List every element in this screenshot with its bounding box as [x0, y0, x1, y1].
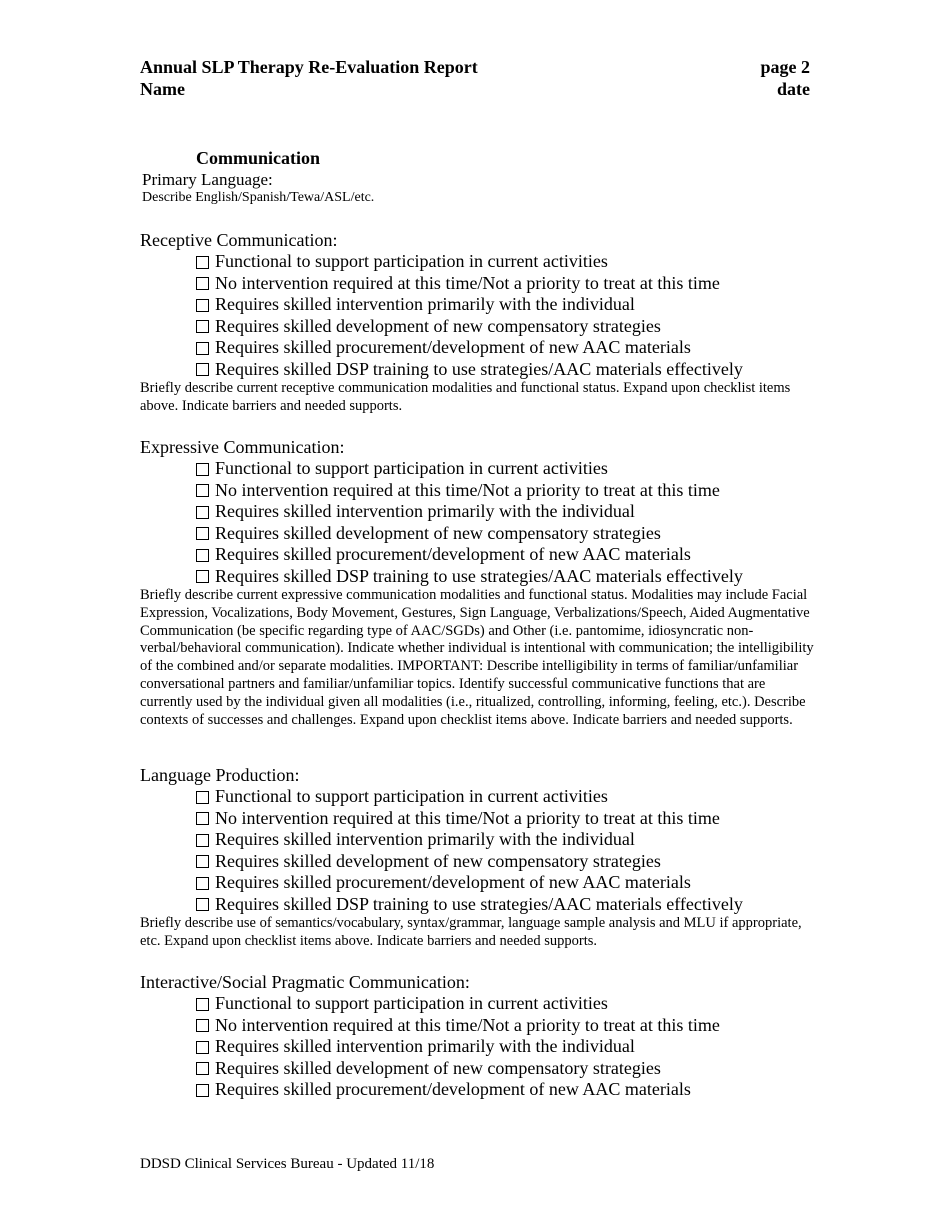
checkbox[interactable]: [196, 277, 209, 290]
checklist-label: Requires skilled procurement/development of new AAC materials: [215, 872, 691, 892]
section-description: Briefly describe use of semantics/vocabulary, syntax/grammar, language sample analysis and MLU if appropriate, etc. Expand upon checklist items above. Indicate barriers and needed supports.: [140, 915, 802, 949]
checkbox[interactable]: [196, 1084, 209, 1097]
communication-heading: Communication: [196, 148, 321, 168]
checklist-label: Requires skilled development of new compensatory strategies: [215, 522, 661, 543]
primary-language-label: Primary Language:: [142, 170, 273, 189]
checklist-item: [196, 523, 820, 545]
checklist-item: [196, 316, 820, 338]
checklist-item: [196, 993, 820, 1015]
checklist-label: No intervention required at this time/Not a priority to treat at this time: [215, 272, 720, 293]
checklist-label: Requires skilled procurement/development of new AAC materials: [215, 337, 691, 357]
checklist: [140, 786, 820, 915]
checkbox[interactable]: [196, 1041, 209, 1054]
section-description: Briefly describe current receptive communication modalities and functional status. Expand upon checklist items above. Indicate barriers and needed supports.: [140, 380, 791, 414]
checkbox[interactable]: [196, 791, 209, 804]
checklist: [140, 993, 820, 1101]
checklist-label: Requires skilled development of new compensatory strategies: [215, 1057, 661, 1078]
checklist-label: Requires skilled development of new compensatory strategies: [215, 850, 661, 871]
checklist-item: [196, 359, 820, 381]
header-left: [140, 56, 478, 100]
checklist-label: Functional to support participation in current activities: [215, 786, 608, 806]
checklist-item: [196, 566, 820, 588]
checklist-label: Requires skilled DSP training to use strategies/AAC materials effectively: [215, 358, 743, 379]
checkbox[interactable]: [196, 812, 209, 825]
checkbox[interactable]: [196, 363, 209, 376]
header-right: [761, 56, 811, 100]
section-title: Language Production:: [140, 765, 300, 785]
checklist-item: [196, 337, 820, 359]
checkbox[interactable]: [196, 570, 209, 583]
checkbox[interactable]: [196, 834, 209, 847]
checkbox[interactable]: [196, 320, 209, 333]
checkbox[interactable]: [196, 898, 209, 911]
checklist-item: [196, 829, 820, 851]
checkbox[interactable]: [196, 506, 209, 519]
checklist-label: No intervention required at this time/Not a priority to treat at this time: [215, 1014, 720, 1035]
checklist-label: No intervention required at this time/Not a priority to treat at this time: [215, 479, 720, 500]
checklist-label: No intervention required at this time/Not a priority to treat at this time: [215, 807, 720, 828]
section-expressive: [140, 437, 820, 729]
checklist-label: Requires skilled DSP training to use strategies/AAC materials effectively: [215, 893, 743, 914]
checklist: [140, 251, 820, 380]
checkbox[interactable]: [196, 463, 209, 476]
checklist-label: Functional to support participation in current activities: [215, 251, 608, 271]
checklist-label: Requires skilled intervention primarily with the individual: [215, 829, 635, 849]
checklist: [140, 458, 820, 587]
checklist-label: Requires skilled development of new compensatory strategies: [215, 315, 661, 336]
checkbox[interactable]: [196, 549, 209, 562]
primary-language-desc: Describe English/Spanish/Tewa/ASL/etc.: [142, 190, 375, 205]
checklist-item: [196, 1015, 820, 1037]
checkbox[interactable]: [196, 342, 209, 355]
checkbox[interactable]: [196, 877, 209, 890]
checklist-item: [196, 480, 820, 502]
checklist-label: Requires skilled intervention primarily with the individual: [215, 501, 635, 521]
checkbox[interactable]: [196, 256, 209, 269]
checklist-item: [196, 294, 820, 316]
page-number: page 2: [760, 57, 810, 77]
checklist-label: Requires skilled DSP training to use strategies/AAC materials effectively: [215, 565, 743, 586]
checkbox[interactable]: [196, 998, 209, 1011]
checklist-label: Functional to support participation in current activities: [215, 993, 608, 1013]
date-label: date: [777, 79, 810, 99]
checklist-item: [196, 458, 820, 480]
checkbox[interactable]: [196, 299, 209, 312]
checklist-label: Requires skilled intervention primarily with the individual: [215, 294, 635, 314]
checklist-item: [196, 808, 820, 830]
checkbox[interactable]: [196, 855, 209, 868]
checklist-label: Requires skilled procurement/development of new AAC materials: [215, 1079, 691, 1099]
checklist-item: [196, 872, 820, 894]
checkbox[interactable]: [196, 1062, 209, 1075]
section-description: Briefly describe current expressive communication modalities and functional status. Modalities may include Facial Expression, Vocalizations, Body Movement, Gestures, Sign Language, Verbalizations/Speech, Aided Augmentative Communication (be specific regarding type of AAC/SGDs) and Other (i.e. pantomime, idiosyncratic non-verbal/behavioral communication). Indicate whether individual is intentional with communication; the intelligibility of the combined and/or separate modalities. IMPORTANT: Describe intelligibility in terms of familiar/unfamiliar conversational partners and familiar/unfamiliar topics. Identify successful communicative functions that are currently used by the individual given all modalities (i.e., ritualized, controlling, informing, feeling, etc.). Describe contexts of successes and challenges. Expand upon checklist items above. Indicate barriers and needed supports.: [140, 587, 814, 728]
checklist-label: Requires skilled intervention primarily with the individual: [215, 1036, 635, 1056]
checklist-item: [196, 273, 820, 295]
checklist-item: [196, 544, 820, 566]
checkbox[interactable]: [196, 527, 209, 540]
section-title: Expressive Communication:: [140, 437, 345, 457]
checklist-item: [196, 1036, 820, 1058]
checkbox[interactable]: [196, 484, 209, 497]
section-language-production: [140, 765, 820, 951]
section-title: Receptive Communication:: [140, 230, 338, 250]
checklist-item: [196, 851, 820, 873]
checklist-item: [196, 786, 820, 808]
checklist-item: [196, 1058, 820, 1080]
checklist-label: Functional to support participation in current activities: [215, 458, 608, 478]
name-label: Name: [140, 79, 185, 99]
section-receptive: [140, 230, 820, 416]
section-social-pragmatic: [140, 972, 820, 1101]
checkbox[interactable]: [196, 1019, 209, 1032]
checklist-item: [196, 1079, 820, 1101]
checklist-item: [196, 251, 820, 273]
checklist-item: [196, 894, 820, 916]
checklist-item: [196, 501, 820, 523]
page-footer: DDSD Clinical Services Bureau - Updated 11/18: [140, 1156, 435, 1172]
checklist-label: Requires skilled procurement/development of new AAC materials: [215, 544, 691, 564]
report-title: Annual SLP Therapy Re-Evaluation Report: [140, 57, 478, 77]
section-title: Interactive/Social Pragmatic Communication:: [140, 972, 470, 992]
